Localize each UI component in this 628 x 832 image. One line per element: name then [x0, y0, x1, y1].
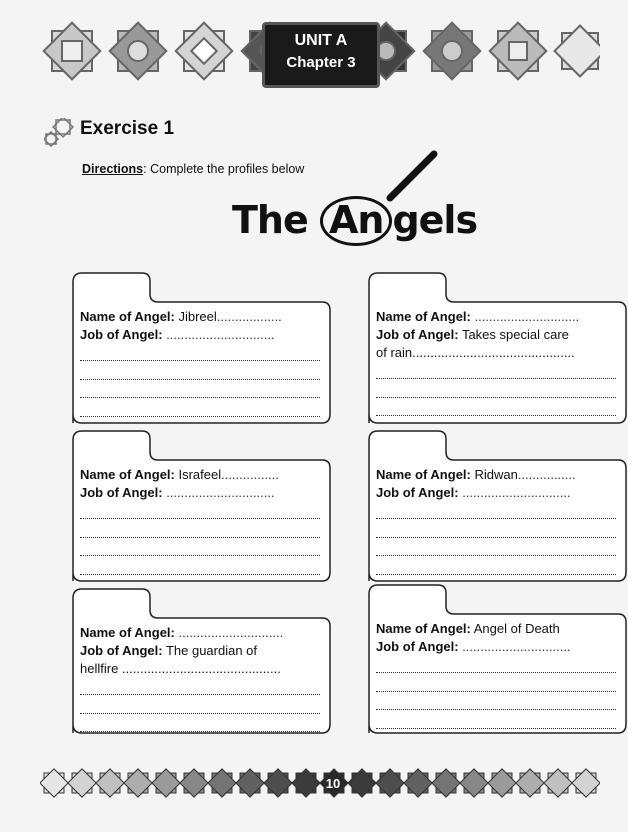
star-ornament-icon	[544, 769, 572, 797]
name-dots: .............................	[174, 625, 284, 640]
name-value: Jibreel	[174, 309, 217, 324]
star-ornament-icon	[292, 769, 320, 797]
name-label: Name of Angel:	[80, 309, 175, 324]
star-ornament-icon	[96, 769, 124, 797]
writing-line[interactable]	[80, 502, 320, 519]
job-dots: ..............................	[458, 639, 571, 654]
name-row	[376, 308, 616, 326]
writing-line[interactable]	[376, 693, 616, 710]
name-dots: ..................	[216, 309, 282, 324]
star-ornament-icon	[348, 769, 376, 797]
profile-card-4	[368, 430, 628, 582]
star-ornament-icon	[572, 769, 600, 797]
star-ornament-icon	[180, 769, 208, 797]
name-value: Ridwan	[470, 467, 518, 482]
angels-heading	[232, 196, 477, 246]
profile-card-6	[368, 584, 628, 734]
name-row	[376, 466, 616, 484]
writing-line[interactable]	[376, 502, 616, 519]
writing-line[interactable]	[80, 400, 320, 417]
job-dots: ..............................	[162, 485, 275, 500]
name-row	[376, 620, 616, 638]
job-value: The guardian of	[162, 643, 258, 658]
directions-text	[82, 162, 304, 176]
star-ornament-icon	[40, 769, 68, 797]
writing-line[interactable]	[376, 558, 616, 575]
name-label: Name of Angel:	[376, 467, 471, 482]
directions-label: Directions	[82, 162, 144, 176]
profile-card-5	[72, 588, 332, 734]
job-dots: ..............................	[162, 327, 275, 342]
star-ornament-icon	[516, 769, 544, 797]
job-row	[376, 326, 616, 344]
job-row	[376, 638, 616, 656]
star-ornament-icon	[208, 769, 236, 797]
exercise-title: Exercise 1	[80, 118, 175, 139]
job-row	[80, 326, 320, 344]
name-label: Name of Angel:	[376, 309, 471, 324]
star-ornament-icon	[460, 769, 488, 797]
job-label: Job of Angel:	[376, 327, 459, 342]
name-label: Name of Angel:	[376, 621, 471, 636]
job-row	[376, 484, 616, 502]
name-dots: ................	[517, 467, 576, 482]
job-value: Takes special care	[458, 327, 569, 342]
writing-line[interactable]	[376, 675, 616, 692]
job-label: Job of Angel:	[80, 643, 163, 658]
writing-line[interactable]	[376, 362, 616, 379]
star-ornament-icon	[404, 769, 432, 797]
name-value: Angel of Death	[470, 621, 560, 636]
writing-line[interactable]	[376, 656, 616, 673]
profile-card-2	[368, 272, 628, 424]
heading-pre: The	[232, 198, 320, 242]
writing-line[interactable]	[376, 381, 616, 398]
writing-line[interactable]	[80, 697, 320, 714]
name-value: Israfeel	[174, 467, 222, 482]
writing-line[interactable]	[80, 715, 320, 732]
star-ornament-icon	[376, 769, 404, 797]
name-dots: ................	[221, 467, 279, 482]
job-continued: hellfire ............................................	[80, 661, 281, 676]
name-label: Name of Angel:	[80, 467, 175, 482]
heading-post: gels	[392, 198, 478, 242]
page-number: 10	[325, 776, 341, 791]
star-ornament-icon	[488, 769, 516, 797]
star-ornament-icon	[432, 769, 460, 797]
name-row	[80, 466, 320, 484]
star-ornament-icon	[68, 769, 96, 797]
job-continued: of rain.............................................	[376, 345, 575, 360]
writing-line[interactable]	[376, 521, 616, 538]
job-label: Job of Angel:	[80, 485, 163, 500]
star-ornament-icon	[264, 769, 292, 797]
directions-body: : Complete the profiles below	[143, 162, 305, 176]
writing-line[interactable]	[80, 558, 320, 575]
writing-line[interactable]	[80, 363, 320, 380]
writing-line[interactable]	[80, 381, 320, 398]
writing-line[interactable]	[376, 539, 616, 556]
job-row	[80, 484, 320, 502]
profile-card-1	[72, 272, 332, 424]
name-row	[80, 308, 320, 326]
writing-line[interactable]	[376, 399, 616, 416]
job-label: Job of Angel:	[376, 639, 459, 654]
writing-line[interactable]	[376, 712, 616, 729]
job-label: Job of Angel:	[80, 327, 163, 342]
job-dots: ..............................	[458, 485, 571, 500]
writing-line[interactable]	[80, 521, 320, 538]
name-dots: .............................	[470, 309, 580, 324]
writing-line[interactable]	[80, 678, 320, 695]
writing-line[interactable]	[80, 344, 320, 361]
job-row	[80, 642, 320, 660]
chapter-label: Chapter 3	[286, 54, 356, 71]
star-ornament-icon	[236, 769, 264, 797]
star-ornament-icon	[152, 769, 180, 797]
profile-card-3	[72, 430, 332, 582]
writing-line[interactable]	[80, 539, 320, 556]
heading-circled: An	[320, 196, 392, 246]
unit-label: UNIT A	[294, 32, 348, 49]
gear-ornament-icon	[44, 118, 78, 148]
star-ornament-icon	[124, 769, 152, 797]
name-row	[80, 624, 320, 642]
name-label: Name of Angel:	[80, 625, 175, 640]
unit-chapter-badge	[262, 22, 380, 88]
job-label: Job of Angel:	[376, 485, 459, 500]
